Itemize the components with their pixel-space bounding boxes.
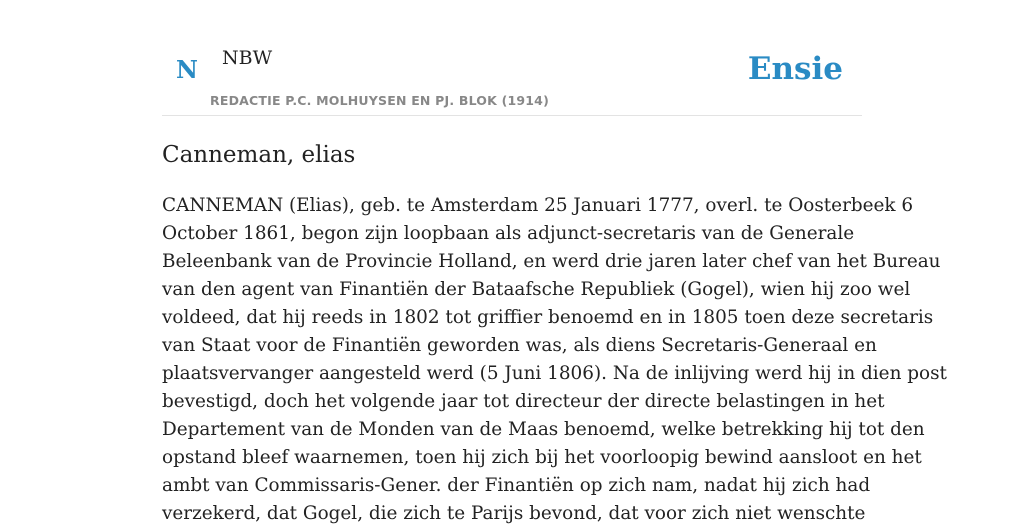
article-title: Canneman, elias bbox=[162, 142, 356, 168]
article-line: Beleenbank van de Provincie Holland, en werd drie jaren later chef van het Bureau bbox=[162, 251, 941, 272]
article-line: CANNEMAN (Elias), geb. te Amsterdam 25 Januari 1777, overl. te Oosterbeek 6 bbox=[162, 195, 914, 216]
brand-logo[interactable]: Ensie bbox=[747, 51, 843, 87]
article-line: verzekerd, dat Gogel, die zich te Parijs bevond, dat voor zich niet wenschte bbox=[162, 503, 866, 524]
article-line: van Staat voor de Finantiën geworden was, als diens Secretaris-Generaal en bbox=[162, 335, 877, 356]
article-body bbox=[162, 192, 947, 528]
article-line: bevestigd, doch het volgende jaar tot directeur der directe belastingen in het bbox=[162, 391, 885, 412]
article-line: October 1861, begon zijn loopbaan als adjunct-secretaris van de Generale bbox=[162, 223, 855, 244]
article-line: plaatsvervanger aangesteld werd (5 Juni 1806). Na de inlijving werd hij in dien post bbox=[162, 363, 947, 384]
article-line: opstand bleef waarnemen, toen hij zich bij het voorloopig bewind aansloot en het bbox=[162, 447, 922, 468]
article-line: voldeed, dat hij reeds in 1802 tot griffier benoemd en in 1805 toen deze secretaris bbox=[162, 307, 934, 328]
source-name[interactable]: NBW bbox=[222, 47, 273, 69]
article-line: ambt van Commissaris-Gener. der Finantiën op zich nam, nadat hij zich had bbox=[162, 475, 871, 496]
article-line: Departement van de Monden van de Maas benoemd, welke betrekking hij tot den bbox=[162, 419, 925, 440]
header bbox=[162, 0, 862, 116]
article-line: van den agent van Finantiën der Bataafsche Republiek (Gogel), wien hij zoo wel bbox=[162, 279, 911, 300]
source-logo-letter[interactable]: N bbox=[176, 55, 198, 84]
source-credit: REDACTIE P.C. MOLHUYSEN EN PJ. BLOK (1914) bbox=[210, 93, 549, 108]
